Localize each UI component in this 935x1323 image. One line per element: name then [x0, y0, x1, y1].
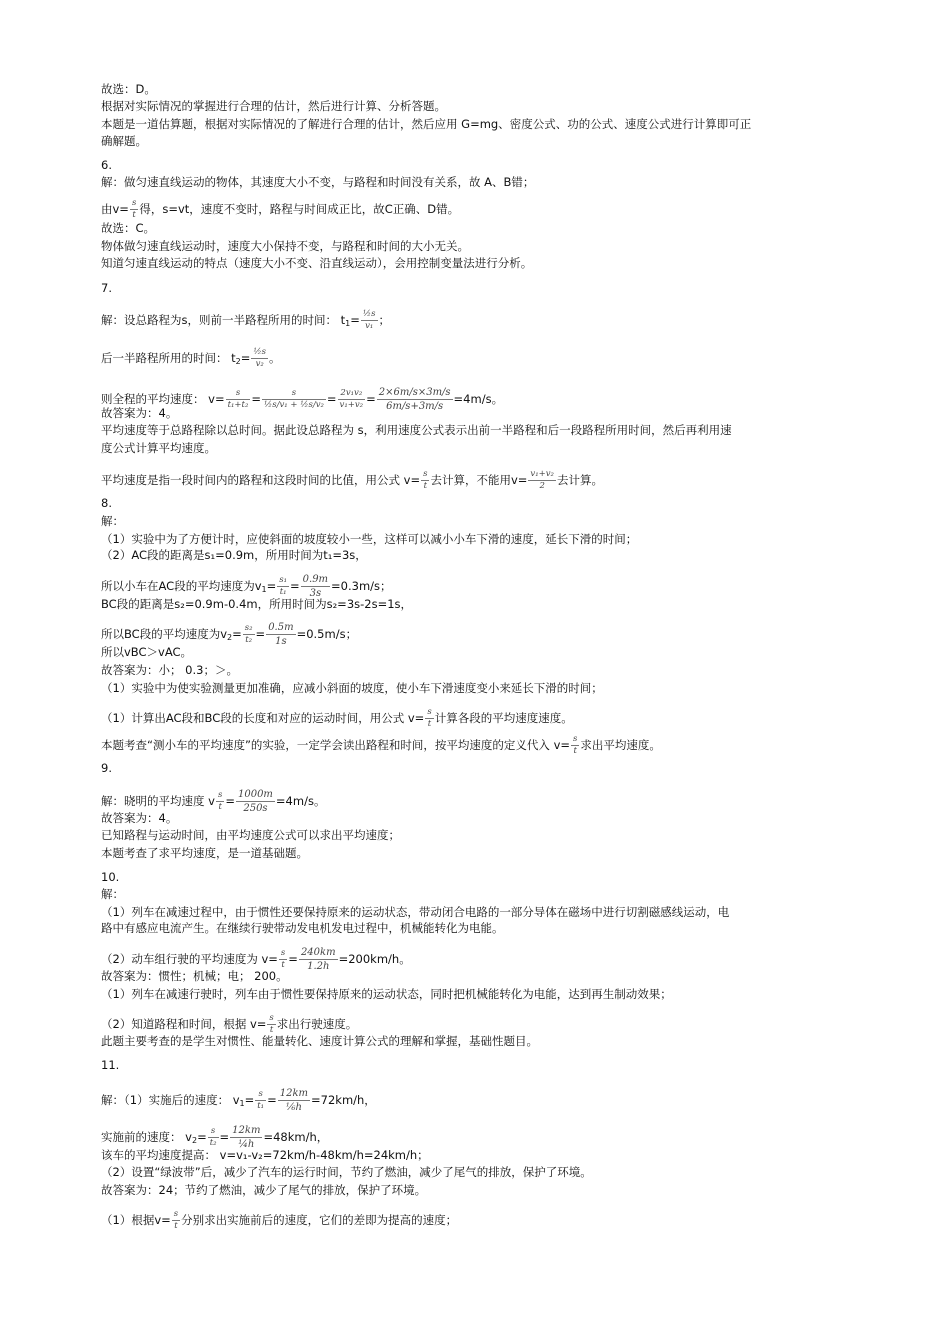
fraction-s-over-t: [279, 949, 287, 970]
text-span: =: [197, 1130, 207, 1144]
text-line: 故答案为：4。: [101, 406, 178, 420]
subscript: 1: [261, 585, 267, 594]
numerator: s: [131, 198, 137, 208]
text-span: 所以小车在AC段的平均速度为v: [101, 579, 262, 593]
fraction-s-over-t2: [208, 1127, 219, 1148]
text-span: 则全程的平均速度： v=: [101, 392, 225, 406]
text-span: （2）知道路程和时间，根据 v=: [101, 1017, 267, 1031]
numerator: 12km: [232, 1125, 261, 1136]
denominator: v₁+v₂: [339, 400, 364, 410]
text-span: 求出平均速度。: [580, 738, 661, 752]
numerator: s₂: [244, 623, 253, 633]
denominator: t₁: [279, 587, 287, 597]
numerator: s: [173, 1209, 179, 1219]
fraction-1000m-over-250s: [236, 789, 275, 814]
numerator: ½s: [253, 347, 267, 357]
text-span: 平均速度是指一段时间内的路程和这段时间的比值，用公式 v=: [101, 473, 421, 487]
numerator: v₁+v₂: [530, 469, 554, 479]
text-span: =: [225, 794, 235, 808]
formula-line: 则全程的平均速度： v= $\frac{s}{\text{t₁+t₂}}$ = $\frac{s}{\text{½s/v₁ + ½s/v₂}}$ = $\frac{\text{2v₁v₂}}{\text{v₁+v₂}}$ = $\frac{2\times 6m/s\times 3m/s}{6m/s+3m/s}$ =4m/s。: [101, 387, 504, 412]
text-line: （2）设置“绿波带”后，减少了汽车的运行时间，节约了燃油，减少了尾气的排放，保护了环境。: [101, 1165, 592, 1179]
formula-line: [101, 708, 573, 729]
denominator: v₁: [365, 321, 374, 331]
text-span: 得，s=vt，速度不变时，路程与时间成正比，故C正确、D错。: [139, 202, 460, 216]
text-line: 解：做匀速直线运动的物体，其速度大小不变，与路程和时间没有关系，故 A、B错；: [101, 175, 535, 189]
text-span: 分别求出实施前后的速度，它们的差即为提高的速度；: [181, 1213, 458, 1227]
denominator: t: [218, 802, 222, 812]
text-line: 故选：C。: [101, 221, 156, 235]
text-line: 所以vBC＞vAC。: [101, 645, 193, 659]
numerator: 12km: [279, 1088, 309, 1099]
text-span: =: [267, 1093, 277, 1107]
denominator: t: [174, 1221, 178, 1231]
fraction-s-over-t: [571, 735, 579, 756]
text-span: 。: [269, 351, 281, 365]
denominator: 6m/s+3m/s: [386, 401, 444, 412]
numerator: s: [255, 1090, 266, 1101]
fraction-2v1v2: [338, 389, 366, 410]
fraction-s-over-t1: [255, 1090, 266, 1111]
fraction-half-s-over-v1: [361, 310, 378, 331]
fraction-0.9m-over-3s: [301, 574, 330, 599]
denominator: t₁+t₂: [227, 400, 249, 410]
numerator: s: [423, 469, 428, 479]
numerator: 240km: [300, 947, 336, 958]
text-span: 由v=: [101, 202, 129, 216]
text-span: 后一半路程所用的时间： t: [101, 351, 236, 365]
question-number: 8.: [101, 496, 112, 510]
numerator: 1000m: [237, 789, 273, 800]
fraction-s-over-t: [425, 708, 433, 729]
denominator: 250s: [243, 803, 268, 814]
text-span: 所以BC段的平均速度为v: [101, 627, 228, 641]
numerator: s: [280, 948, 286, 958]
subscript: 1: [345, 319, 351, 328]
text-span: ；: [378, 313, 390, 327]
text-line: （2）AC段的距离是s₁=0.9m，所用时间为t₁=3s，: [101, 548, 367, 562]
fraction-s-over-t: [216, 791, 224, 812]
text-span: 去计算。: [556, 473, 603, 487]
text-line: 物体做匀速直线运动时，速度大小保持不变，与路程和时间的大小无关。: [101, 239, 469, 253]
denominator: ½s/v₁ + ½s/v₂: [264, 400, 324, 410]
text-span: 解：晓明的平均速度 v: [101, 794, 215, 808]
fraction-s2-over-t2: [243, 624, 255, 645]
text-span: =4m/s。: [453, 392, 504, 406]
denominator: 1s: [275, 636, 287, 647]
text-span: 求出行驶速度。: [276, 1017, 358, 1031]
denominator: 1.2h: [307, 961, 330, 972]
text-span: =: [244, 1093, 255, 1107]
denominator: 2: [539, 481, 545, 491]
text-span: 解：设总路程为s，则前一半路程所用的时间： t: [101, 313, 346, 327]
subscript: 2: [227, 633, 233, 642]
formula-line: [101, 470, 603, 491]
question-number: 6.: [101, 158, 112, 172]
text-line: 故答案为：惯性；机械；电； 200。: [101, 969, 288, 983]
text-line: 根据对实际情况的掌握进行合理的估计，然后进行计算、分析答题。: [101, 99, 446, 113]
text-line: 解：: [101, 514, 124, 528]
formula-line: [101, 199, 459, 220]
fraction-s-over-halves: [262, 389, 326, 410]
text-line: 平均速度等于总路程除以总时间。据此设总路程为 s，利用速度公式表示出前一半路程和后一段路程所用时间，然后再利用速: [101, 423, 732, 437]
question-number: 11.: [101, 1058, 120, 1072]
numerator: s: [217, 790, 223, 800]
text-line: 故答案为：小； 0.3；＞。: [101, 663, 238, 677]
denominator: t: [427, 719, 432, 729]
text-span: =: [240, 351, 251, 365]
text-line: 已知路程与运动时间，由平均速度公式可以求出平均速度；: [101, 828, 400, 842]
text-span: =: [350, 313, 360, 327]
text-span: （1）计算出AC段和BC段的长度和对应的运动时间，用公式 v=: [101, 711, 425, 725]
text-line: 本题是一道估算题，根据对实际情况的了解进行合理的估计，然后应用 G=mg、密度公式、功的公式、速度公式进行计算即可正: [101, 117, 752, 131]
text-line: 该车的平均速度提高： v=v₁-v₂=72km/h-48km/h=24km/h；: [101, 1148, 429, 1162]
text-span: 去计算，不能用v=: [430, 473, 528, 487]
fraction-half-s-over-v2: [251, 348, 268, 369]
subscript: 2: [191, 1136, 198, 1145]
denominator: t: [573, 746, 577, 756]
denominator: t: [281, 960, 285, 970]
fraction-s-over-t: [267, 1014, 275, 1035]
question-number: 10.: [101, 870, 120, 884]
text-line: 故答案为：4。: [101, 811, 178, 825]
numerator: s₁: [279, 575, 288, 585]
text-line: （1）列车在减速过程中，由于惯性还要保持原来的运动状态，带动闭合电路的一部分导体在磁场中进行切割磁感线运动，电: [101, 905, 730, 919]
fraction-s-over-t: [421, 470, 429, 491]
denominator: 3s: [309, 588, 322, 599]
formula-line: [101, 310, 390, 331]
text-line: （1）列车在减速行驶时，列车由于惯性要保持原来的运动状态，同时把机械能转化为电能，达到再生制动效果；: [101, 987, 672, 1001]
numerator: s: [269, 1013, 274, 1023]
text-span: =48km/h，: [263, 1130, 329, 1144]
text-span: =: [288, 952, 298, 966]
text-span: =: [219, 1130, 230, 1144]
denominator: ⅙h: [285, 1102, 302, 1113]
text-line: 解：: [101, 887, 124, 901]
denominator: t: [269, 1025, 274, 1035]
text-span: 本题考查“测小车的平均速度”的实验，一定学会读出路程和时间，按平均速度的定义代入 v=: [101, 738, 571, 752]
numerator: s: [208, 1127, 219, 1138]
text-span: 解：（1）实施后的速度： v: [101, 1093, 240, 1107]
denominator: t: [423, 481, 427, 491]
formula-line: 所以BC段的平均速度为$v_2=$ $\frac{\text{s₂}}{\text{t₂}}$ = $\frac{0.5m}{1s}$ =0.5m/s；: [101, 622, 358, 647]
text-line: （1）实验中为使实验测量更加准确，应减小斜面的坡度，使小车下滑速度变小来延长下滑的时间；: [101, 681, 603, 695]
text-line: 路中有感应电流产生。在继续行驶带动发电机发电过程中，机械能转化为电能。: [101, 921, 504, 935]
text-span: =200km/h。: [338, 952, 411, 966]
numerator: 0.9m: [302, 574, 329, 585]
fraction-12km-over-1-4h: [230, 1125, 262, 1150]
fraction-s1-over-t1: [277, 576, 289, 597]
text-line: 本题考查了求平均速度，是一道基础题。: [101, 846, 308, 860]
text-span: =0.3m/s；: [331, 579, 392, 593]
numerator: 0.5m: [268, 622, 294, 633]
text-line: 故选：D。: [101, 82, 156, 96]
question-number: 9.: [101, 761, 112, 775]
numerator: s: [573, 734, 578, 744]
text-line: 故答案为：24；节约了燃油，减少了尾气的排放，保护了环境。: [101, 1183, 427, 1197]
formula-line: [101, 1210, 457, 1231]
denominator: t₂: [209, 1138, 217, 1148]
numerator: 2v₁v₂: [338, 389, 366, 400]
text-span: 计算各段的平均速度速度。: [434, 711, 573, 725]
text-line: 知道匀速直线运动的特点（速度大小不变、沿直线运动），会用控制变量法进行分析。: [101, 256, 533, 270]
text-line: 此题主要考查的是学生对惯性、能量转化、速度计算公式的理解和掌握，基础性题目。: [101, 1034, 538, 1048]
fraction-v1v2-over-2: [528, 470, 556, 491]
text-span: 实施前的速度： v: [101, 1130, 192, 1144]
numerator: s: [226, 389, 251, 400]
text-line: BC段的距离是s₂=0.9m-0.4m，所用时间为s₂=3s-2s=1s，: [101, 597, 413, 611]
fraction-12km-over-1-6h: [278, 1088, 310, 1113]
text-span: =4m/s。: [275, 794, 326, 808]
text-line: （1）实验中为了方便计时，应使斜面的坡度较小一些，这样可以减小小车下滑的速度，延长下滑的时间；: [101, 532, 638, 546]
fraction-s-over-t: [172, 1210, 180, 1231]
numerator: s: [262, 389, 326, 400]
text-span: （1）根据v=: [101, 1213, 171, 1227]
denominator: t: [132, 210, 136, 220]
question-number: 7.: [101, 281, 112, 295]
formula-line: [101, 1014, 357, 1035]
denominator: ¼h: [238, 1139, 255, 1150]
text-span: =0.5m/s；: [296, 627, 358, 641]
fraction-s-over-t: [130, 199, 138, 220]
fraction-numeric: [377, 387, 453, 412]
text-line: 度公式计算平均速度。: [101, 441, 216, 455]
formula-line: [101, 348, 281, 369]
fraction-0.5m-over-1s: [266, 622, 295, 647]
subscript: 2: [235, 357, 241, 366]
numerator: 2×6m/s×3m/s: [378, 387, 451, 398]
denominator: t₁: [257, 1101, 265, 1111]
numerator: s: [427, 707, 432, 717]
text-span: =: [266, 579, 277, 593]
fraction-240km-over-1.2h: [299, 947, 338, 972]
denominator: v₂: [255, 359, 264, 369]
formula-line: 所以小车在AC段的平均速度为$v_1=$ $\frac{\text{s₁}}{\text{t₁}}$ = $\frac{0.9m}{3s}$ =0.3m/s；: [101, 574, 392, 599]
subscript: 1: [239, 1099, 245, 1108]
fraction-s-over-t1t2: [226, 389, 251, 410]
text-span: （2）动车组行驶的平均速度为 v=: [101, 952, 278, 966]
text-line: 确解题。: [101, 134, 147, 148]
numerator: ½s: [362, 309, 376, 319]
formula-line: [101, 1125, 328, 1150]
text-span: =72km/h，: [311, 1093, 376, 1107]
formula-line: [101, 1088, 376, 1113]
text-span: =: [232, 627, 242, 641]
formula-line: [101, 735, 661, 756]
denominator: t₂: [245, 635, 253, 645]
